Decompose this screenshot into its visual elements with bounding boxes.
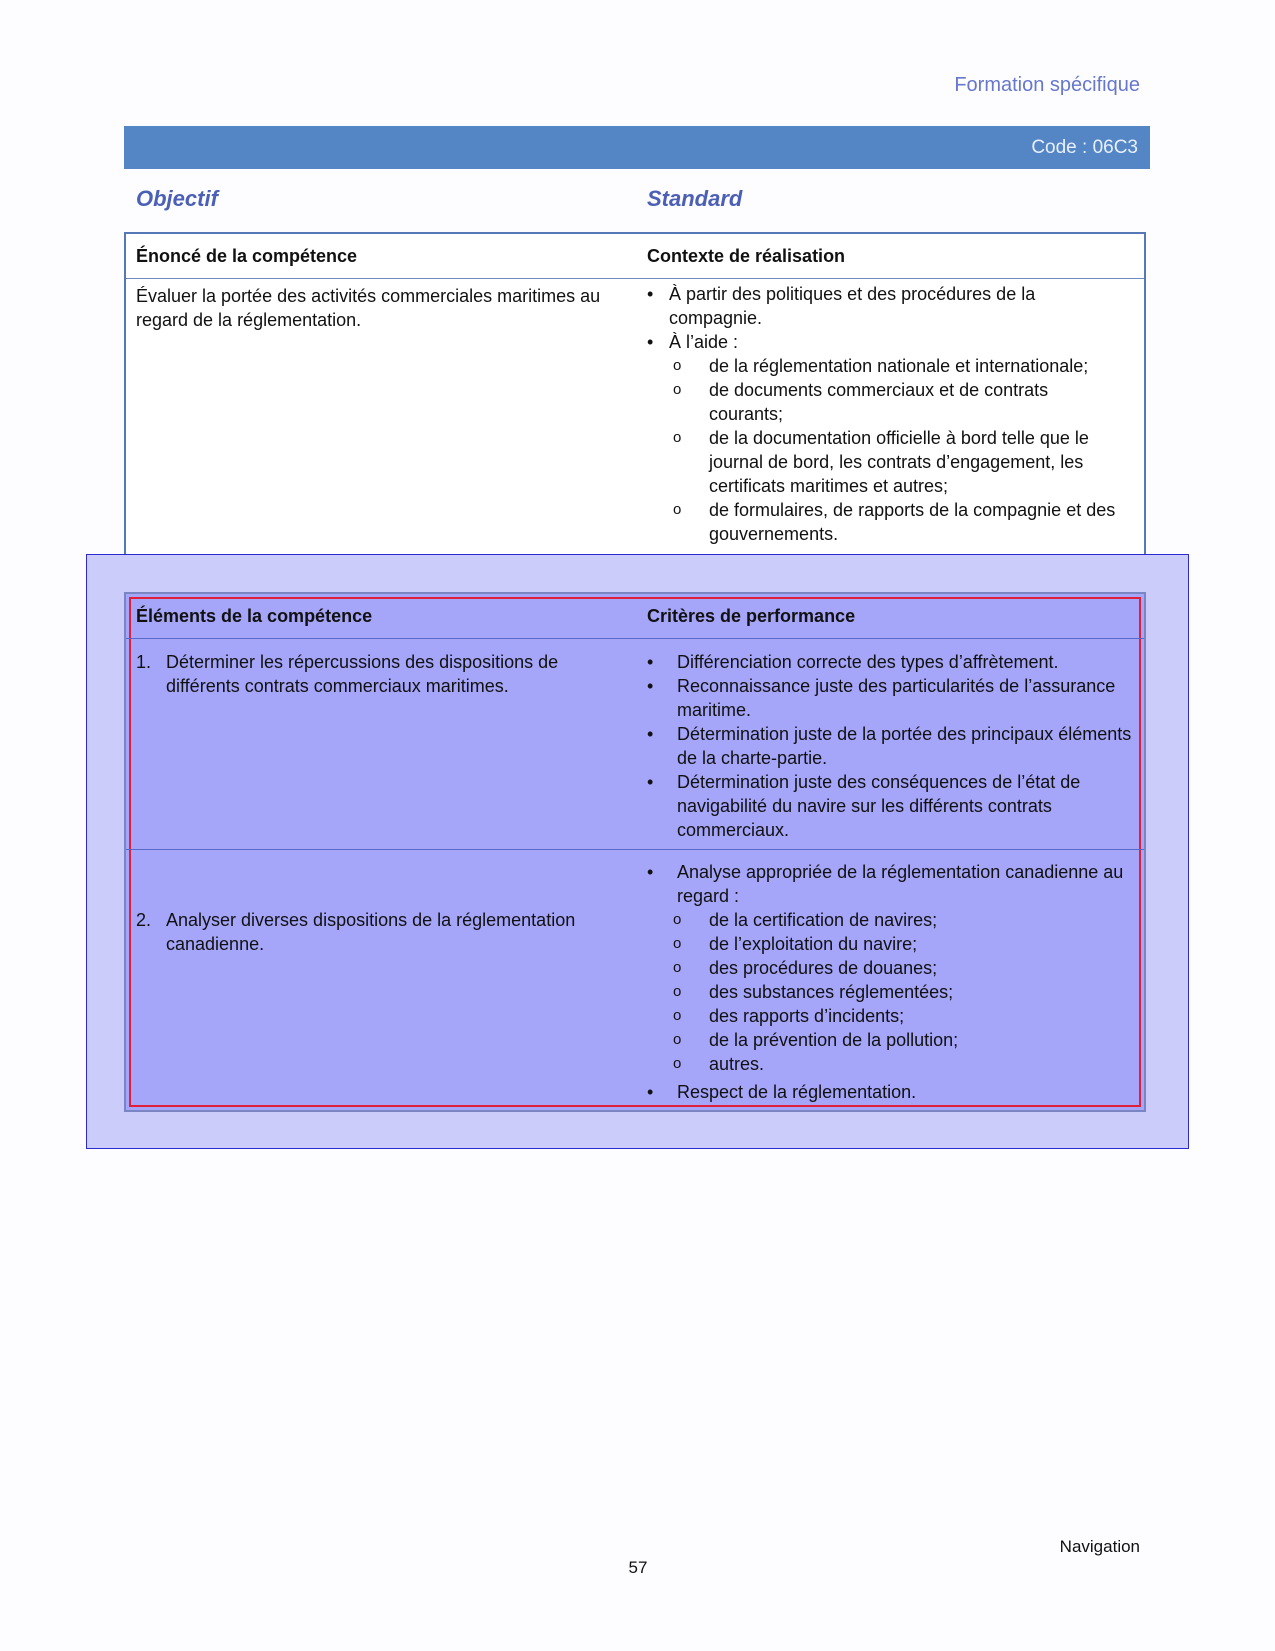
element-number: 1.	[136, 652, 152, 672]
criterion-sub-item: o des substances réglementées;	[647, 980, 1137, 1004]
section-title: Formation spécifique	[954, 74, 1140, 96]
context-bullet: • À partir des politiques et des procédures de la compagnie.	[647, 282, 1127, 330]
navigation-link[interactable]: Navigation	[1059, 1537, 1140, 1556]
context-sub-item: o de la documentation officielle à bord telle que le journal de bord, les contrats d’engagement, les certificats maritimes et autres;	[647, 426, 1127, 498]
standard-heading: Standard	[647, 186, 743, 211]
element-text: Analyser diverses dispositions de la réglementation canadienne.	[166, 910, 576, 954]
criterion: • Reconnaissance juste des particularités de l’assurance maritime.	[647, 674, 1137, 722]
context-bullet: • À l’aide : o de la réglementation nationale et internationale; o de documents commerciaux et de contrats courants; o de la documentation officielle à bord telle que le journal de bord, les contrats d’engagement, les certificats maritimes et autres; o de formulaires, de rapports de la compagnie et des gouvernements.	[647, 330, 1127, 546]
element-2-criteria	[647, 860, 1137, 1104]
criterion: • Respect de la réglementation.	[647, 1080, 1137, 1104]
code-banner	[124, 126, 1150, 169]
criterion-sub-item: o de la prévention de la pollution;	[647, 1028, 1137, 1052]
context-list	[647, 282, 1127, 546]
statement-header: Énoncé de la compétence	[136, 246, 358, 266]
page-number: 57	[628, 1558, 648, 1577]
element-1-criteria	[647, 650, 1137, 842]
element-1	[136, 650, 636, 698]
competency-statement-table	[124, 232, 1146, 574]
element-number: 2.	[136, 910, 152, 930]
criterion-sub-item: o de la certification de navires;	[647, 908, 1137, 932]
context-sub-item: o de documents commerciaux et de contrats courants;	[647, 378, 1127, 426]
criterion: • Détermination juste des conséquences de l’état de navigabilité du navire sur les différents contrats commerciaux.	[647, 770, 1137, 842]
element-text: Déterminer les répercussions des dispositions de différents contrats commerciaux maritimes.	[166, 652, 559, 696]
criterion-sub-item: o autres.	[647, 1052, 1137, 1076]
element-2	[136, 908, 636, 956]
objectif-heading: Objectif	[136, 186, 218, 211]
table2-header-row	[126, 594, 1144, 639]
context-sub-item: o de formulaires, de rapports de la compagnie et des gouvernements.	[647, 498, 1127, 546]
competency-code: Code : 06C3	[1031, 137, 1138, 158]
context-sub-item: o de la réglementation nationale et internationale;	[647, 354, 1127, 378]
criterion-sub-item: o des rapports d’incidents;	[647, 1004, 1137, 1028]
elements-header: Éléments de la compétence	[136, 606, 373, 626]
table1-header-row	[126, 234, 1144, 279]
criterion: • Différenciation correcte des types d’affrètement.	[647, 650, 1137, 674]
row-divider	[126, 849, 1144, 850]
criterion-sub-item: o de l’exploitation du navire;	[647, 932, 1137, 956]
performance-criteria-table	[124, 592, 1146, 1112]
competency-statement: Évaluer la portée des activités commerciales maritimes au regard de la réglementation.	[136, 286, 601, 330]
criterion: • Détermination juste de la portée des principaux éléments de la charte-partie.	[647, 722, 1137, 770]
context-header: Contexte de réalisation	[647, 246, 846, 266]
criteria-header: Critères de performance	[647, 606, 856, 626]
criterion-sub-item: o des procédures de douanes;	[647, 956, 1137, 980]
criterion: • Analyse appropriée de la réglementation canadienne au regard : o de la certification de navires; o de l’exploitation du navire; o des procédures de douanes; o des substances réglementées; o des rapports d’incidents; o de la prévention de la pollution; o autres.	[647, 860, 1137, 1076]
